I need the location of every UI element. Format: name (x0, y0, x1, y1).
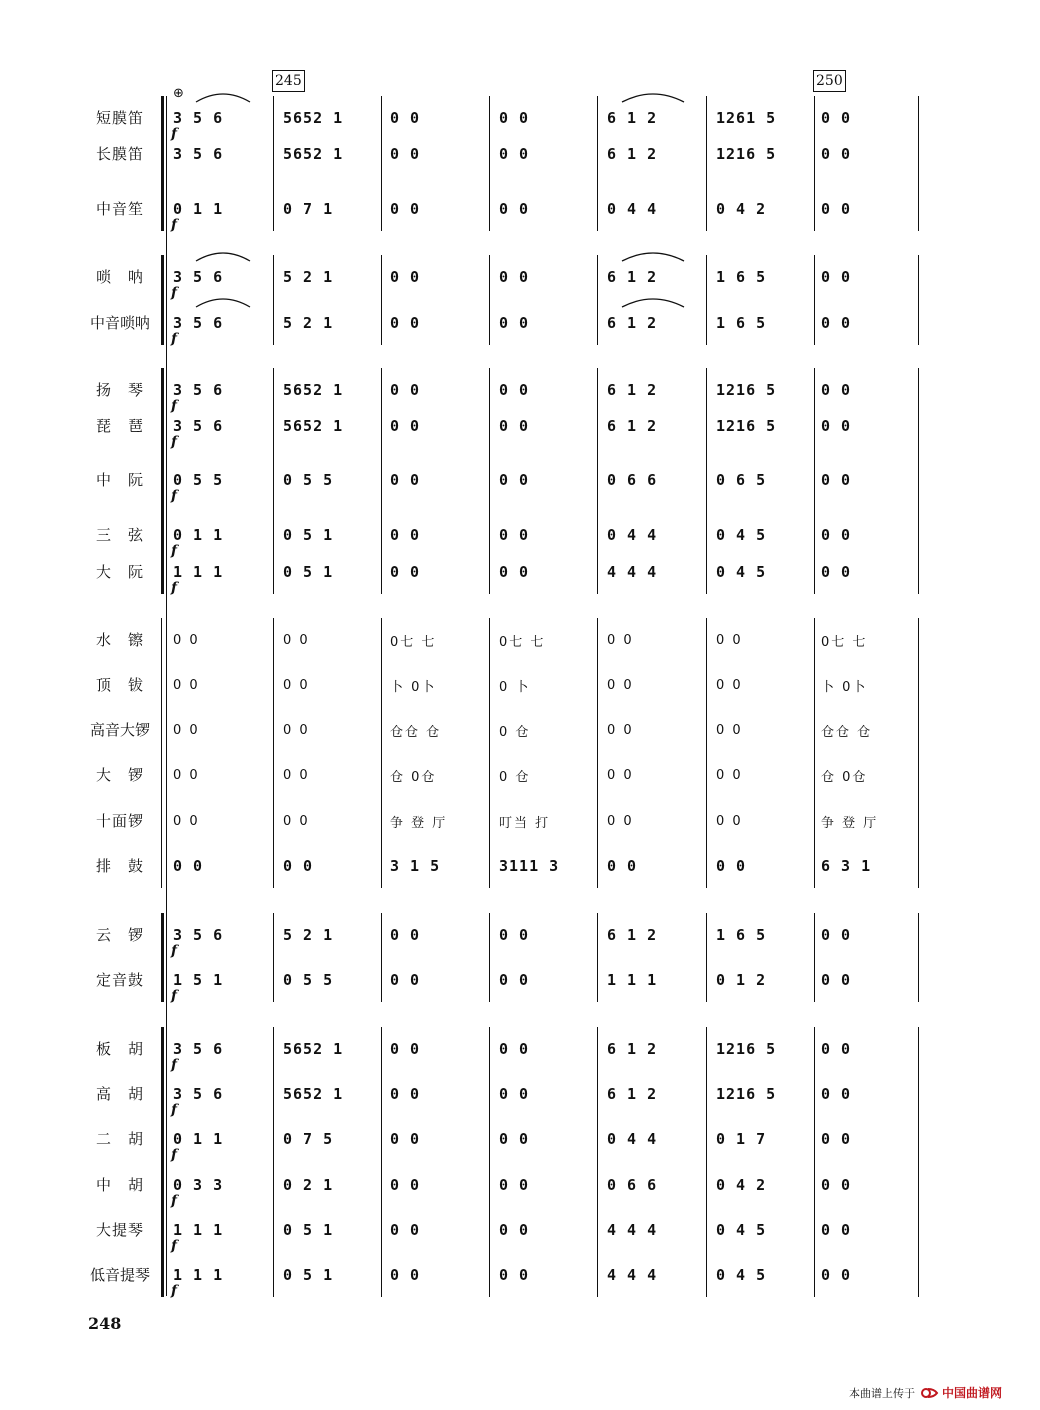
measure-cell: 0 0 (499, 268, 530, 286)
measure-cell: 3 5 6 (173, 268, 224, 286)
measure-cell: 1 6 5 (716, 268, 767, 286)
measure-cell: 1216 5 (716, 1040, 777, 1058)
measure-cell: 0 0 (390, 314, 421, 332)
measure-cell: 0 1 1 (173, 526, 224, 544)
measure-cell: 0 0 (390, 145, 421, 163)
measure-cell: 0 0 (607, 767, 634, 783)
instrument-label: 二 胡 (95, 1130, 144, 1148)
barline (706, 96, 707, 231)
measure-cell: 0 0 (499, 1221, 530, 1239)
barline (918, 368, 919, 594)
instrument-label: 中音笙 (95, 200, 144, 218)
barline (706, 255, 707, 345)
measure-cell: 0 1 7 (716, 1130, 767, 1148)
dynamic-marking: f (171, 943, 178, 959)
measure-cell: 6 1 2 (607, 1085, 658, 1103)
measure-cell: 0 4 5 (716, 563, 767, 581)
measure-cell: 1 1 1 (173, 563, 224, 581)
measure-cell: 4 4 4 (607, 1266, 658, 1284)
barline (489, 1027, 490, 1297)
measure-cell: 仓 0仓 (390, 769, 437, 785)
group-bracket (161, 618, 162, 888)
measure-cell: 6 1 2 (607, 926, 658, 944)
measure-cell: 0 0 (499, 526, 530, 544)
measure-cell: 0 0 (283, 722, 310, 738)
barline (381, 1027, 382, 1297)
measure-cell: 4 4 4 (607, 563, 658, 581)
barline (597, 618, 598, 888)
instrument-label: 大提琴 (95, 1221, 144, 1239)
measure-cell: 0 0 (821, 971, 852, 989)
instrument-label: 短膜笛 (95, 109, 144, 127)
measure-cell: 5652 1 (283, 1040, 344, 1058)
measure-cell: 0 0 (821, 926, 852, 944)
barline (706, 1027, 707, 1297)
measure-cell: 0 6 6 (607, 471, 658, 489)
measure-cell: 0 0 (390, 109, 421, 127)
measure-cell: 卜 0卜 (821, 679, 868, 695)
measure-cell: 0 0 (173, 677, 200, 693)
barline (273, 1027, 274, 1297)
measure-cell: 0 0 (821, 381, 852, 399)
measure-cell: 0 0 (821, 1176, 852, 1194)
measure-cell: 0 0 (173, 632, 200, 648)
measure-cell: 0 0 (821, 1085, 852, 1103)
slur (196, 299, 250, 307)
measure-cell: 0 0 (607, 677, 634, 693)
measure-cell: 0 0 (499, 1085, 530, 1103)
dynamic-marking: f (171, 1193, 178, 1209)
barline (706, 913, 707, 1002)
measure-cell: 1 5 1 (173, 971, 224, 989)
barline (489, 255, 490, 345)
barline (381, 618, 382, 888)
measure-cell: 0 0 (390, 417, 421, 435)
measure-cell: 5652 1 (283, 109, 344, 127)
barline (381, 96, 382, 231)
instrument-label: 排 鼓 (95, 857, 144, 875)
dynamic-marking: f (171, 543, 178, 559)
slur (196, 94, 250, 102)
measure-cell: 0 0 (821, 417, 852, 435)
dynamic-marking: f (171, 1238, 178, 1254)
measure-cell: 仓仓 仓 (821, 724, 873, 740)
measure-cell: 0 2 1 (283, 1176, 334, 1194)
measure-cell: 0 0 (283, 767, 310, 783)
instrument-label: 三 弦 (95, 526, 144, 544)
slur (196, 253, 250, 261)
measure-cell: 0 0 (499, 381, 530, 399)
barline (814, 618, 815, 888)
measure-cell: 1261 5 (716, 109, 777, 127)
instrument-label: 大 阮 (95, 563, 144, 581)
measure-cell: 0 0 (173, 813, 200, 829)
measure-number-250: 250 (813, 70, 846, 92)
measure-cell: 0 0 (499, 926, 530, 944)
barline (706, 368, 707, 594)
measure-cell: 0 0 (821, 526, 852, 544)
measure-cell: 0 0 (499, 417, 530, 435)
measure-cell: 0 0 (283, 677, 310, 693)
measure-cell: 6 1 2 (607, 268, 658, 286)
dynamic-marking: f (171, 1147, 178, 1163)
instrument-label: 中 胡 (95, 1176, 144, 1194)
measure-cell: 3 5 6 (173, 381, 224, 399)
measure-cell: 0 5 5 (283, 471, 334, 489)
measure-cell: 0 7 1 (283, 200, 334, 218)
measure-cell: 0 0 (390, 1221, 421, 1239)
barline (597, 255, 598, 345)
group-bracket (161, 255, 164, 345)
measure-cell: 5652 1 (283, 1085, 344, 1103)
measure-cell: 0 5 1 (283, 1221, 334, 1239)
measure-cell: 1216 5 (716, 1085, 777, 1103)
measure-cell: 6 1 2 (607, 109, 658, 127)
measure-cell: 0 0 (283, 857, 314, 875)
measure-cell: 0 4 4 (607, 1130, 658, 1148)
measure-cell: 0 0 (390, 971, 421, 989)
barline (918, 96, 919, 231)
measure-cell: 0 4 5 (716, 1266, 767, 1284)
measure-cell: 1216 5 (716, 381, 777, 399)
dynamic-marking: f (171, 988, 178, 1004)
barline (597, 913, 598, 1002)
measure-cell: 0 6 6 (607, 1176, 658, 1194)
measure-cell: 0 0 (821, 200, 852, 218)
barline (918, 1027, 919, 1297)
measure-cell: 0 0 (716, 632, 743, 648)
measure-cell: 0 0 (607, 632, 634, 648)
measure-cell: 卜 0卜 (390, 679, 437, 695)
barline (273, 368, 274, 594)
group-bracket (161, 96, 164, 231)
measure-cell: 0 5 1 (283, 1266, 334, 1284)
measure-cell: 仓仓 仓 (390, 724, 442, 740)
measure-cell: 0 0 (821, 471, 852, 489)
measure-cell: 6 1 2 (607, 417, 658, 435)
barline (489, 96, 490, 231)
measure-cell: 0七 七 (821, 634, 868, 650)
measure-cell: 0 0 (716, 722, 743, 738)
measure-cell: 0 3 3 (173, 1176, 224, 1194)
measure-cell: 0 0 (390, 381, 421, 399)
measure-cell: 0 0 (716, 767, 743, 783)
instrument-label: 十面锣 (95, 812, 144, 830)
barline (814, 255, 815, 345)
measure-cell: 4 4 4 (607, 1221, 658, 1239)
measure-cell: 0 0 (499, 971, 530, 989)
measure-cell: 0 0 (821, 1130, 852, 1148)
instrument-label: 定音鼓 (95, 971, 144, 989)
measure-cell: 0 0 (173, 857, 204, 875)
measure-cell: 0 0 (607, 857, 638, 875)
measure-cell: 0 卜 (499, 679, 531, 695)
barline (918, 618, 919, 888)
measure-cell: 0 0 (390, 1266, 421, 1284)
measure-cell: 0 1 2 (716, 971, 767, 989)
measure-cell: 0 0 (499, 563, 530, 581)
barline (918, 913, 919, 1002)
dynamic-marking: f (171, 1283, 178, 1299)
logo-icon (919, 1387, 939, 1399)
measure-cell: 0 0 (499, 200, 530, 218)
measure-cell: 6 1 2 (607, 381, 658, 399)
measure-cell: 叮当 打 (499, 815, 551, 831)
barline (814, 913, 815, 1002)
instrument-label: 扬 琴 (95, 381, 144, 399)
instrument-label: 低音提琴 (89, 1266, 150, 1284)
segno-symbol: ⊕ (173, 86, 184, 101)
measure-cell: 3 5 6 (173, 314, 224, 332)
barline (489, 368, 490, 594)
measure-cell: 0 0 (390, 926, 421, 944)
dynamic-marking: f (171, 398, 178, 414)
measure-cell: 0 0 (173, 767, 200, 783)
measure-number-245: 245 (272, 70, 305, 92)
measure-cell: 0 0 (390, 200, 421, 218)
measure-cell: 1 6 5 (716, 926, 767, 944)
instrument-label: 琵 琶 (95, 417, 144, 435)
measure-cell: 0 4 4 (607, 526, 658, 544)
measure-cell: 0 6 5 (716, 471, 767, 489)
measure-cell: 1216 5 (716, 417, 777, 435)
measure-cell: 0 0 (499, 1176, 530, 1194)
measure-cell: 争 登 厅 (390, 815, 448, 831)
measure-cell: 0 0 (821, 563, 852, 581)
measure-cell: 6 1 2 (607, 1040, 658, 1058)
measure-cell: 0 0 (821, 1040, 852, 1058)
footer-credit (849, 1384, 1002, 1401)
dynamic-marking: f (171, 126, 178, 142)
measure-cell: 6 1 2 (607, 314, 658, 332)
barline (489, 913, 490, 1002)
group-bracket (161, 1027, 164, 1297)
measure-cell: 3 5 6 (173, 926, 224, 944)
measure-cell: 0 4 4 (607, 200, 658, 218)
dynamic-marking: f (171, 217, 178, 233)
measure-cell: 0 0 (499, 471, 530, 489)
measure-cell: 0七 七 (499, 634, 546, 650)
instrument-label: 高 胡 (95, 1085, 144, 1103)
measure-cell: 0 0 (607, 722, 634, 738)
measure-cell: 0 0 (499, 145, 530, 163)
measure-cell: 0 5 5 (283, 971, 334, 989)
measure-cell: 0 5 1 (283, 526, 334, 544)
measure-cell: 5 2 1 (283, 268, 334, 286)
dynamic-marking: f (171, 1057, 178, 1073)
measure-cell: 0 0 (821, 268, 852, 286)
barline (381, 913, 382, 1002)
measure-cell: 0 0 (499, 1040, 530, 1058)
measure-cell: 0七 七 (390, 634, 437, 650)
measure-cell: 0 5 1 (283, 563, 334, 581)
barline (597, 1027, 598, 1297)
measure-cell: 3 5 6 (173, 109, 224, 127)
instrument-label: 唢 呐 (95, 268, 144, 286)
barline (918, 255, 919, 345)
measure-cell: 6 1 2 (607, 145, 658, 163)
measure-cell: 0 0 (390, 1130, 421, 1148)
measure-cell: 0 0 (499, 1130, 530, 1148)
measure-cell: 0 4 2 (716, 200, 767, 218)
measure-cell: 0 0 (821, 1266, 852, 1284)
measure-cell: 3 5 6 (173, 417, 224, 435)
measure-cell: 0 4 2 (716, 1176, 767, 1194)
instrument-label: 水 镲 (95, 631, 144, 649)
barline (381, 255, 382, 345)
measure-cell: 1 1 1 (173, 1221, 224, 1239)
measure-cell: 0 0 (283, 632, 310, 648)
measure-cell: 0 0 (390, 471, 421, 489)
measure-cell: 0 7 5 (283, 1130, 334, 1148)
barline (814, 1027, 815, 1297)
measure-cell: 0 0 (390, 1176, 421, 1194)
measure-cell: 5652 1 (283, 381, 344, 399)
barline (597, 368, 598, 594)
measure-cell: 0 0 (390, 268, 421, 286)
barline (597, 96, 598, 231)
instrument-label: 云 锣 (95, 926, 144, 944)
barline (273, 913, 274, 1002)
measure-cell: 0 0 (821, 314, 852, 332)
measure-cell: 0 1 1 (173, 1130, 224, 1148)
barline (489, 618, 490, 888)
measure-cell: 0 0 (607, 813, 634, 829)
instrument-label: 中音唢呐 (89, 314, 150, 332)
measure-cell: 0 0 (821, 1221, 852, 1239)
measure-cell: 3111 3 (499, 857, 560, 875)
group-bracket (161, 368, 164, 594)
logo-text: 中国曲谱网 (942, 1386, 1003, 1400)
system-line (166, 96, 167, 1296)
measure-cell: 0 0 (821, 109, 852, 127)
instrument-label: 板 胡 (95, 1040, 144, 1058)
measure-cell: 争 登 厅 (821, 815, 879, 831)
measure-cell: 1 1 1 (173, 1266, 224, 1284)
dynamic-marking: f (171, 488, 178, 504)
measure-cell: 3 5 6 (173, 145, 224, 163)
measure-cell: 3 5 6 (173, 1040, 224, 1058)
measure-cell: 0 仓 (499, 769, 531, 785)
measure-cell: 0 4 5 (716, 526, 767, 544)
measure-cell: 0 0 (716, 677, 743, 693)
measure-cell: 6 3 1 (821, 857, 872, 875)
instrument-label: 大 锣 (95, 766, 144, 784)
slur (622, 253, 684, 261)
measure-cell: 0 0 (390, 1040, 421, 1058)
measure-cell: 1 6 5 (716, 314, 767, 332)
barline (706, 618, 707, 888)
dynamic-marking: f (171, 1102, 178, 1118)
slur (622, 94, 684, 102)
dynamic-marking: f (171, 331, 178, 347)
measure-cell: 5652 1 (283, 417, 344, 435)
barline (273, 96, 274, 231)
measure-cell: 0 0 (283, 813, 310, 829)
instrument-label: 顶 钹 (95, 676, 144, 694)
site-logo (919, 1384, 1002, 1401)
measure-cell: 0 4 5 (716, 1221, 767, 1239)
measure-cell: 0 0 (716, 857, 747, 875)
group-bracket (161, 913, 164, 1002)
measure-cell: 0 0 (716, 813, 743, 829)
footer-text: 本曲谱上传于 (849, 1386, 915, 1400)
slur (622, 299, 684, 307)
measure-cell: 0 5 5 (173, 471, 224, 489)
dynamic-marking: f (171, 580, 178, 596)
instrument-label: 中 阮 (95, 471, 144, 489)
measure-cell: 0 0 (499, 109, 530, 127)
instrument-label: 长膜笛 (95, 145, 144, 163)
measure-cell: 0 仓 (499, 724, 531, 740)
measure-cell: 1216 5 (716, 145, 777, 163)
measure-cell: 仓 0仓 (821, 769, 868, 785)
measure-cell: 0 0 (173, 722, 200, 738)
barline (814, 368, 815, 594)
measure-cell: 0 0 (390, 526, 421, 544)
measure-cell: 5 2 1 (283, 926, 334, 944)
instrument-label: 高音大锣 (89, 721, 150, 739)
dynamic-marking: f (171, 285, 178, 301)
measure-cell: 3 5 6 (173, 1085, 224, 1103)
measure-cell: 0 0 (390, 563, 421, 581)
barline (273, 255, 274, 345)
measure-cell: 5 2 1 (283, 314, 334, 332)
dynamic-marking: f (171, 434, 178, 450)
measure-cell: 5652 1 (283, 145, 344, 163)
barline (273, 618, 274, 888)
measure-cell: 3 1 5 (390, 857, 441, 875)
measure-cell: 0 1 1 (173, 200, 224, 218)
measure-cell: 1 1 1 (607, 971, 658, 989)
measure-cell: 0 0 (499, 314, 530, 332)
barline (381, 368, 382, 594)
measure-cell: 0 0 (499, 1266, 530, 1284)
page-number: 248 (88, 1314, 122, 1333)
barline (814, 96, 815, 231)
measure-cell: 0 0 (390, 1085, 421, 1103)
measure-cell: 0 0 (821, 145, 852, 163)
